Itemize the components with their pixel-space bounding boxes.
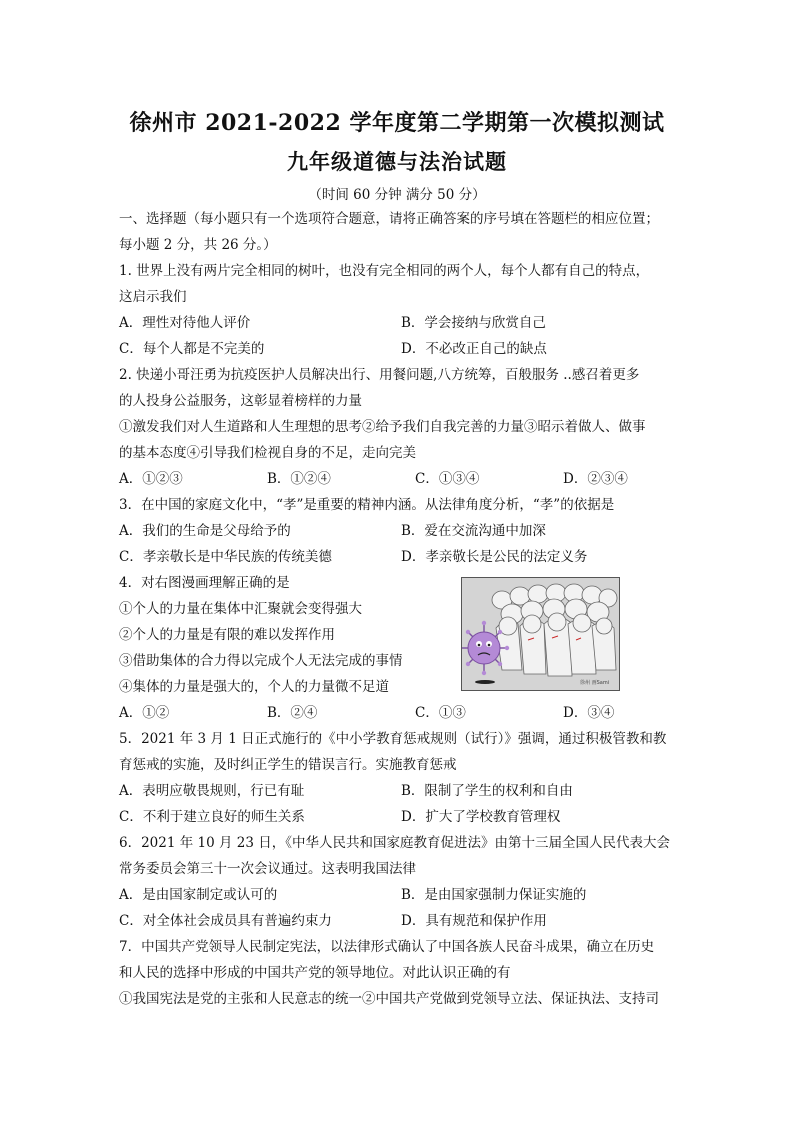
section-heading-cont: 每小题 2 分，共 26 分。） (119, 237, 277, 253)
q5-options (119, 778, 684, 804)
q6-option-d: D．具有规范和保护作用 (401, 913, 547, 929)
q5-stem: 育惩戒的实施，及时纠正学生的错误言行。实施教育惩戒 (119, 757, 457, 773)
q1-option-c: C．每个人都是不完美的 (119, 341, 265, 357)
q1-option-a: A．理性对待他人评价 (119, 315, 251, 331)
q6-stem: 6．2021 年 10 月 23 日，《中华人民共和国家庭教育促进法》由第十三届全国人民代表大会 (119, 835, 671, 851)
q5-option-a: A．表明应敬畏规则，行已有耻 (119, 783, 305, 799)
q3-option-a: A．我们的生命是父母给予的 (119, 523, 291, 539)
q2-option-c: C．①③④ (415, 471, 480, 487)
exam-subtitle: 九年级道德与法治试题 (287, 149, 507, 174)
q1-option-b: B．学会接纳与欣赏自己 (401, 315, 546, 331)
q6-options (119, 908, 684, 934)
q6-options (119, 882, 684, 908)
q1-options (119, 310, 684, 336)
q4-option-a: A．①② (119, 705, 170, 721)
q4-statement-1: ①个人的力量在集体中汇聚就会变得强大 (119, 601, 362, 617)
q2-statements: 的基本态度④引导我们检视自身的不足，走向完美 (119, 445, 416, 461)
q3-option-c: C．孝亲敬长是中华民族的传统美德 (119, 549, 332, 565)
q1-stem: 这启示我们 (119, 289, 187, 305)
q1-option-d: D．不必改正自己的缺点 (401, 341, 547, 357)
q2-options (119, 466, 684, 492)
q4-option-b: B．②④ (267, 705, 318, 721)
q4-options (119, 700, 684, 726)
q4-statement-4: ④集体的力量是强大的，个人的力量微不足道 (119, 679, 389, 695)
exam-title: 徐州市 2021-2022 学年度第二学期第一次模拟测试 (129, 110, 665, 136)
q1-options (119, 336, 684, 362)
q2-option-d: D．②③④ (563, 471, 628, 487)
q6-stem: 常务委员会第三十一次会议通过。这表明我国法律 (119, 861, 416, 877)
q3-options (119, 544, 684, 570)
q3-options (119, 518, 684, 544)
q6-option-a: A．是由国家制定或认可的 (119, 887, 278, 903)
time-note: （时间 60 分钟 满分 50 分） (308, 187, 486, 203)
q1-stem: 1. 世界上没有两片完全相同的树叶，也没有完全相同的两个人，每个人都有自己的特点， (119, 263, 650, 279)
q4-option-d: D．③④ (563, 705, 615, 721)
q5-options (119, 804, 684, 830)
q4-cartoon-image (461, 577, 620, 691)
cartoon-signature: 徐州 画Sami (580, 680, 610, 686)
q5-stem: 5．2021 年 3 月 1 日正式施行的《中小学教育惩戒规则（试行）》强调，通过积极管教和教 (119, 731, 667, 747)
q2-option-a: A．①②③ (119, 471, 183, 487)
q6-option-c: C．对全体社会成员具有普遍约束力 (119, 913, 332, 929)
q7-statements: ①我国宪法是党的主张和人民意志的统一②中国共产党做到党领导立法、保证执法、支持司 (119, 991, 659, 1007)
cartoon-drawing (462, 578, 619, 690)
q4-stem: 4．对右图漫画理解正确的是 (119, 575, 290, 591)
q2-option-b: B．①②④ (267, 471, 331, 487)
q4-statement-3: ③借助集体的合力得以完成个人无法完成的事情 (119, 653, 403, 669)
q4-option-c: C．①③ (415, 705, 466, 721)
q2-stem: 2. 快递小哥汪勇为抗疫医护人员解决出行、用餐问题,八方统筹，百般服务 ..感召着更多 (119, 367, 640, 383)
q4-statement-2: ②个人的力量是有限的难以发挥作用 (119, 627, 335, 643)
q6-option-b: B．是由国家强制力保证实施的 (401, 887, 587, 903)
q5-option-b: B．限制了学生的权利和自由 (401, 783, 573, 799)
q3-stem: 3．在中国的家庭文化中，“孝”是重要的精神内涵。从法律角度分析，“孝”的依据是 (119, 497, 615, 513)
q5-option-c: C．不利于建立良好的师生关系 (119, 809, 305, 825)
q7-stem: 7．中国共产党领导人民制定宪法，以法律形式确认了中国各族人民奋斗成果，确立在历史 (119, 939, 655, 955)
q7-stem: 和人民的选择中形成的中国共产党的领导地位。对此认识正确的有 (119, 965, 511, 981)
q3-option-d: D．孝亲敬长是公民的法定义务 (401, 549, 588, 565)
section-heading: 一、选择题（每小题只有一个选项符合题意，请将正确答案的序号填在答题栏的相应位置； (119, 211, 659, 227)
q3-option-b: B．爱在交流沟通中加深 (401, 523, 546, 539)
q2-stem: 的人投身公益服务，这彰显着榜样的力量 (119, 393, 362, 409)
q2-statements: ①激发我们对人生道路和人生理想的思考②给予我们自我完善的力量③昭示着做人、做事 (119, 419, 646, 435)
q5-option-d: D．扩大了学校教育管理权 (401, 809, 561, 825)
